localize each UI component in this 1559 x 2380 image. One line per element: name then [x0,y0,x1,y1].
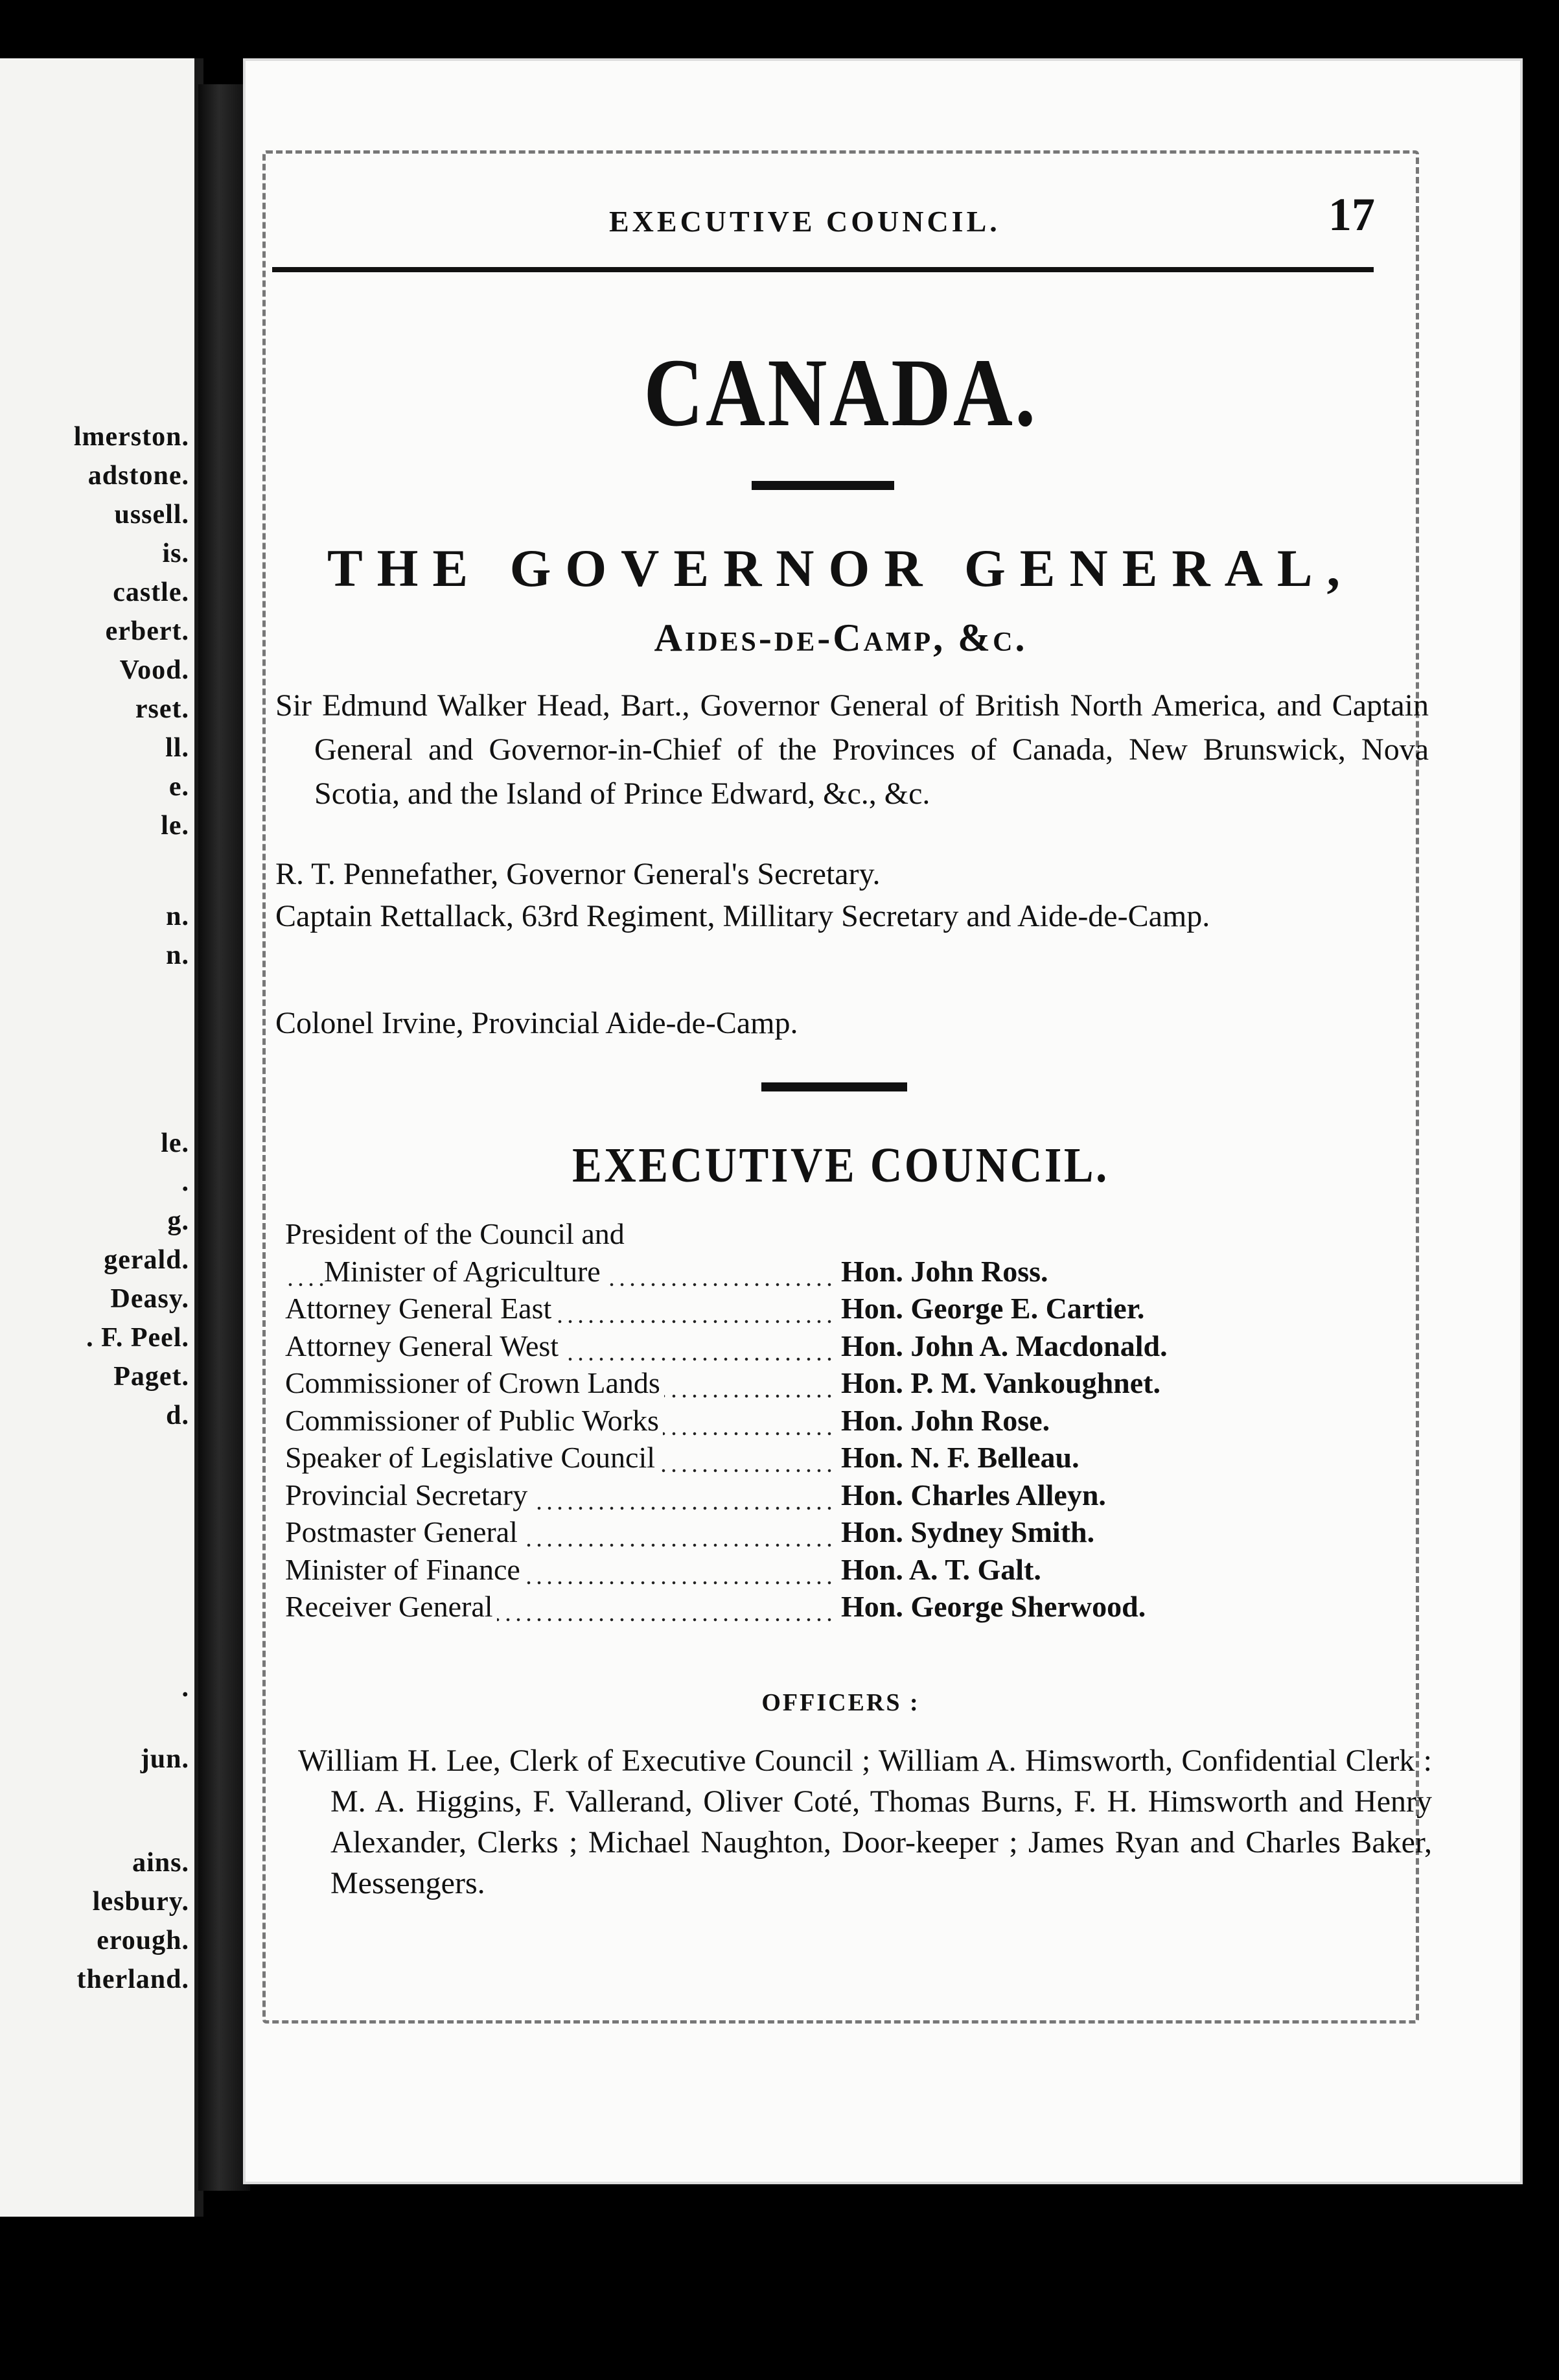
left-page-fragment: n. [166,940,189,970]
left-page-fragment: lmerston. [73,422,189,452]
council-member: Hon. George E. Cartier. [841,1292,1145,1325]
council-row [285,1439,1387,1476]
council-heading: EXECUTIVE COUNCIL. [572,1138,1109,1193]
council-row [285,1327,1387,1365]
left-facing-page [0,58,203,2217]
left-page-fragment: therland. [76,1965,189,1994]
left-page-fragment: lesbury. [92,1887,189,1917]
left-page-fragment: castle. [113,578,189,607]
council-row [285,1513,1387,1551]
governor-entry: Sir Edmund Walker Head, Bart., Governor General of British North America, and Captain General and Governor-in-Chief of the Provinces of Canada, New Brunswick, Nova Scotia, and the Island of Prince Edward, &c., &c. [275,688,1429,811]
officers-text: William H. Lee, Clerk of Executive Council ; William A. Himsworth, Confidential Clerk : M. A. Higgins, F. Vallerand, Oliver Coté, Thomas Burns, F. H. Himsworth and Henry Alexander, Clerks ; Michael Naughton, Door-keeper ; James Ryan and Charles Baker, Messengers. [298,1744,1432,1900]
council-row [285,1402,1387,1440]
left-page-fragment: le. [161,811,189,841]
divider [761,1082,907,1091]
council-member: Hon. John A. Macdonald. [841,1329,1168,1362]
left-page-fragment: ussell. [114,500,189,530]
governor-entry: R. T. Pennefather, Governor General's Secretary. [275,857,881,891]
council-row [285,1290,1387,1327]
book-spine [198,84,250,2191]
council-list [285,1215,1387,1626]
council-row [285,1364,1387,1402]
council-member: Hon. George Sherwood. [841,1590,1146,1623]
left-page-fragment: gerald. [104,1245,189,1275]
council-row [285,1253,1387,1290]
left-page-fragment: e. [168,772,189,802]
council-office: Minister of Finance [285,1551,836,1589]
left-page-fragment: g. [167,1206,189,1236]
council-row [285,1551,1387,1589]
council-member: Hon. John Ross. [841,1254,1048,1288]
aides-subheading: Aides-de-Camp, &c. [654,616,1028,659]
left-page-fragment: . F. Peel. [86,1323,189,1353]
council-member: Hon. Sydney Smith. [841,1515,1095,1548]
divider [752,481,894,490]
council-office: President of the Council and [285,1217,625,1250]
council-member: Hon. P. M. Vankoughnet. [841,1366,1161,1399]
left-page-fragment: d. [166,1401,189,1430]
council-office: Receiver General [285,1588,836,1626]
council-row [285,1588,1387,1626]
council-office: Commissioner of Crown Lands [285,1364,836,1402]
council-member: Hon. Charles Alleyn. [841,1478,1106,1511]
left-page-fragment: . [181,1673,189,1703]
left-page-fragment: erbert. [105,616,189,646]
left-page-fragment: n. [166,902,189,931]
left-page-fragment: ll. [165,733,189,763]
council-office: Attorney General West [285,1327,836,1365]
header-rule [272,267,1374,272]
council-office: Provincial Secretary [285,1476,836,1514]
running-head: EXECUTIVE COUNCIL. [609,205,1000,238]
council-row [285,1215,1387,1253]
left-page-fragment: Vood. [119,655,189,685]
council-member: Hon. A. T. Galt. [841,1552,1041,1586]
left-page-fragment: . [181,1167,189,1197]
governor-entry: Captain Rettallack, 63rd Regiment, Millitary Secretary and Aide-de-Camp. [275,899,1210,933]
page-number: 17 [1328,189,1375,240]
left-page-fragment: jun. [140,1744,189,1774]
left-page-fragment: is. [162,539,189,568]
council-member: Hon. N. F. Belleau. [841,1441,1080,1474]
governor-entry: Colonel Irvine, Provincial Aide-de-Camp. [275,1006,798,1040]
council-office: Attorney General East [285,1290,836,1327]
left-page-fragment: Paget. [113,1362,189,1392]
officers-heading: OFFICERS : [761,1689,920,1716]
page-title: CANADA. [643,339,1038,447]
left-page-fragment: le. [161,1128,189,1158]
council-office: Minister of Agriculture [285,1253,836,1290]
left-page-fragment: ains. [132,1848,189,1878]
governor-heading: THE GOVERNOR GENERAL, [327,539,1355,598]
council-office: Postmaster General [285,1513,836,1551]
council-member [836,1215,841,1253]
council-row [285,1476,1387,1514]
left-page-fragment: rset. [135,694,189,724]
left-page-fragment: erough. [97,1926,189,1955]
left-page-fragment: adstone. [87,461,189,491]
council-member: Hon. John Rose. [841,1403,1050,1437]
council-office: Speaker of Legislative Council [285,1439,836,1476]
left-page-fragment: Deasy. [110,1284,189,1314]
council-office: Commissioner of Public Works [285,1402,836,1440]
